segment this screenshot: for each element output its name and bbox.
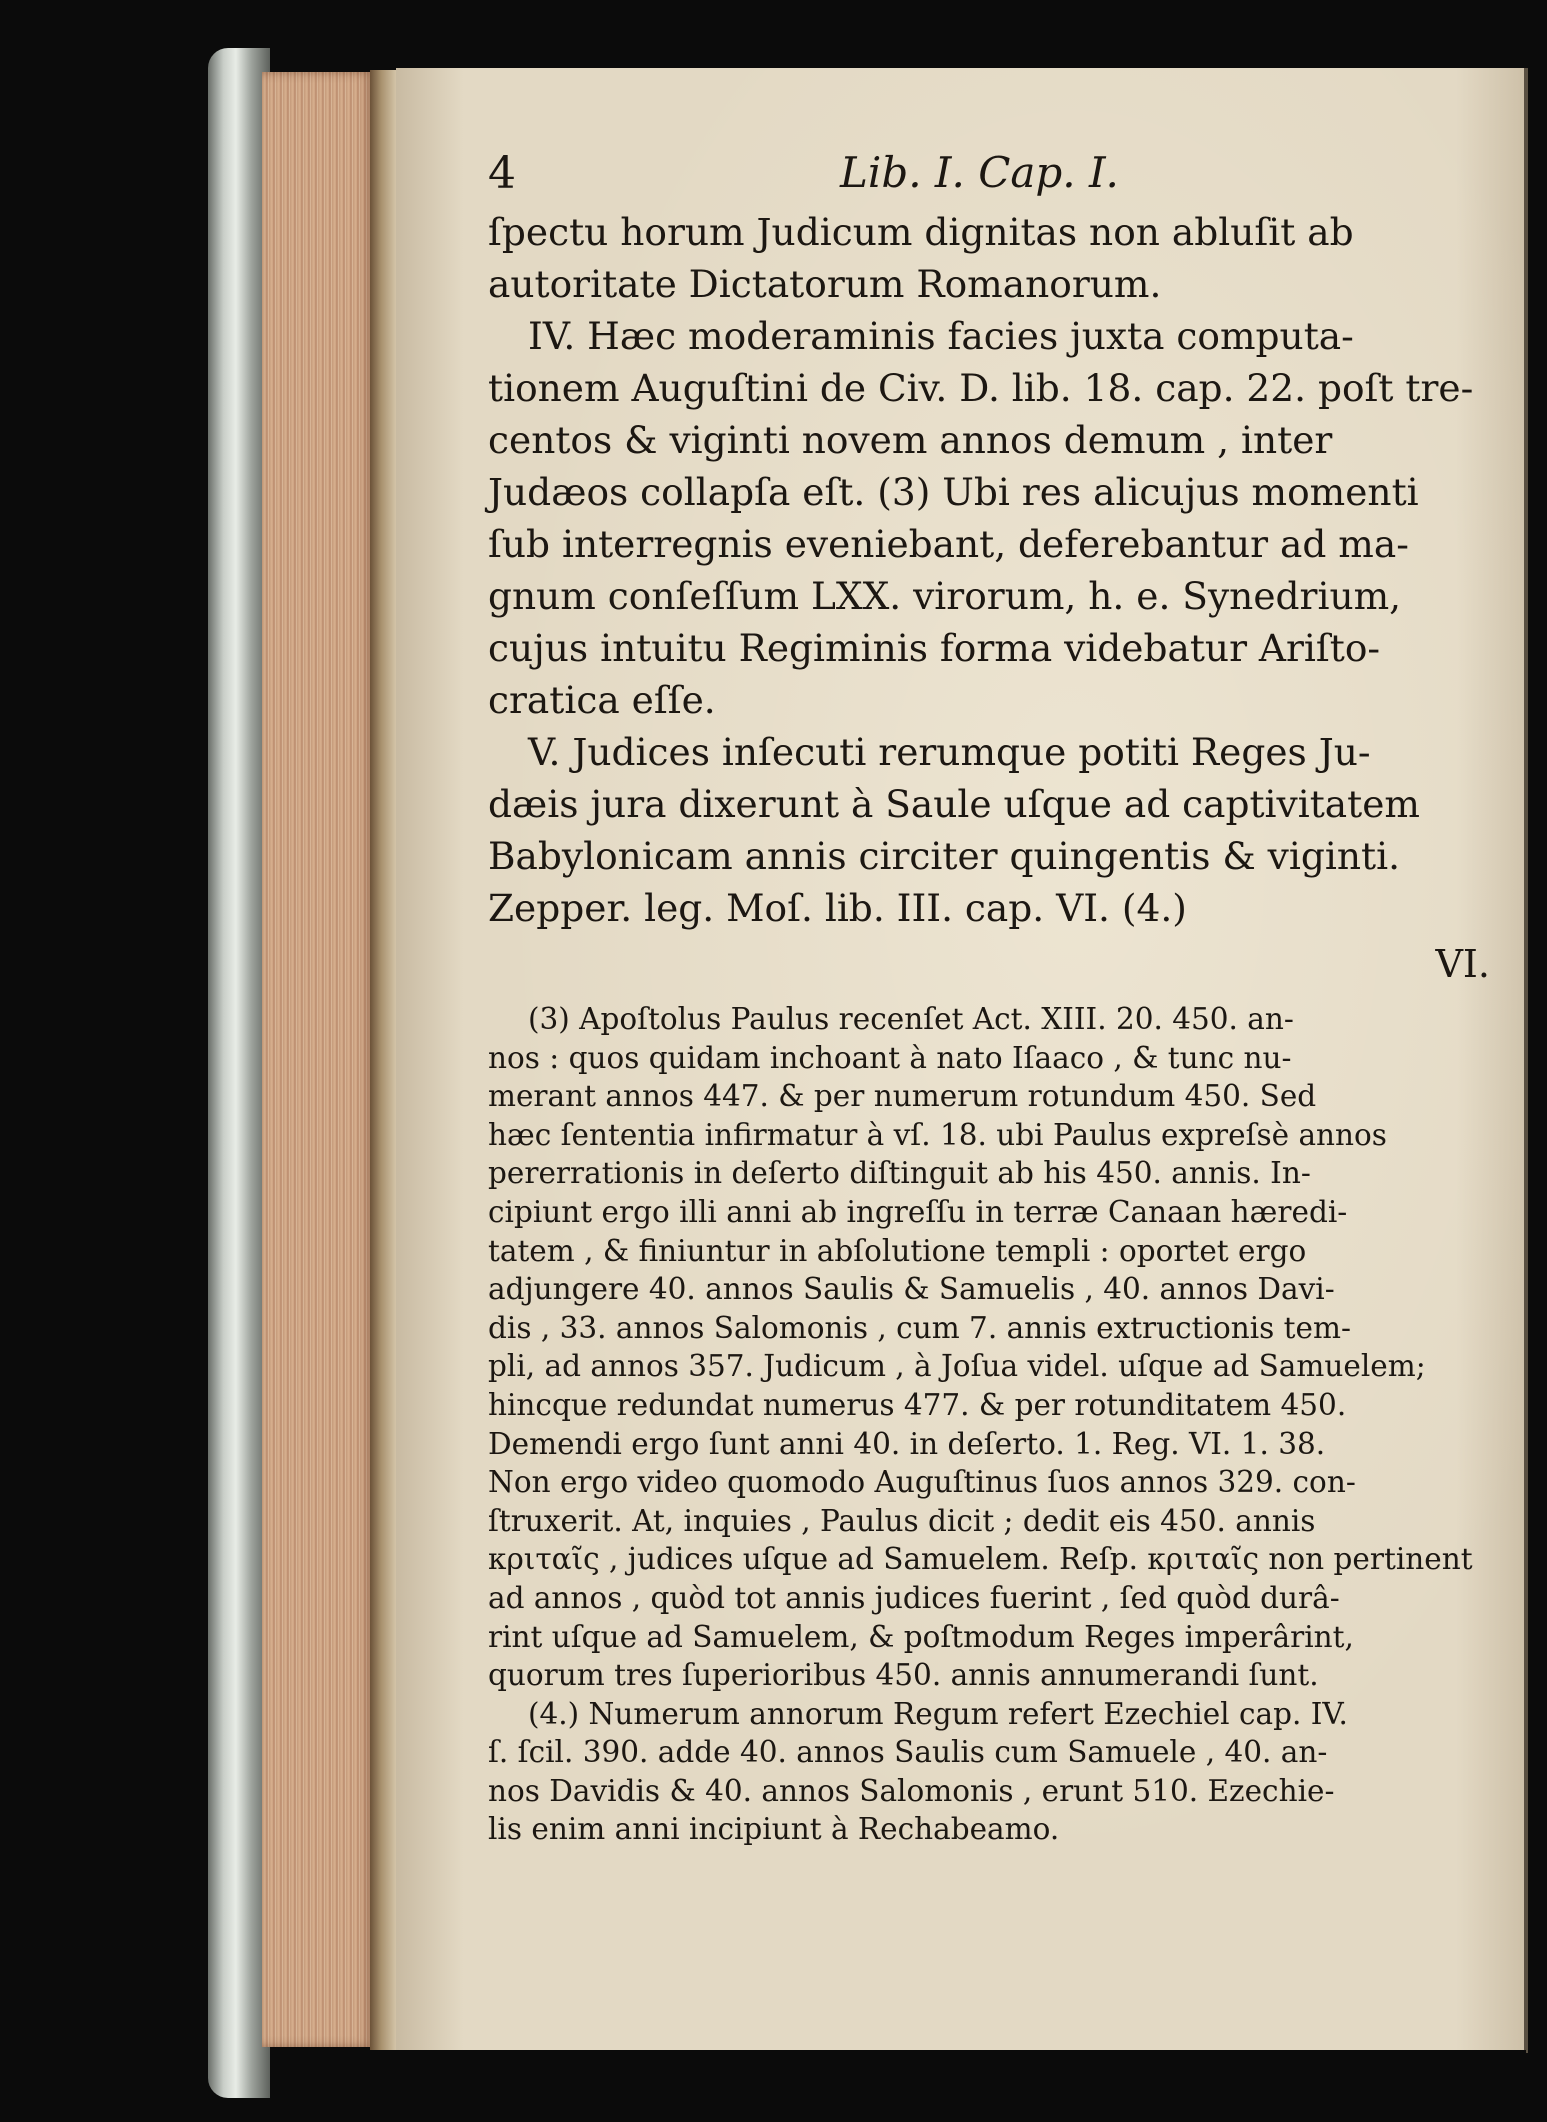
running-head (488, 148, 1498, 206)
footnote-line: κριταῖς , judices uſque ad Samuelem. Reſp. κριταῖς non pertinent (488, 1542, 1473, 1577)
page-text-block (488, 148, 1498, 1849)
footnote-line: lis enim anni incipiunt à Rechabeamo. (488, 1812, 1060, 1847)
footnote-line: rint uſque ad Samuelem, & poſtmodum Reges imperârint, (488, 1619, 1354, 1654)
text-line: centos & viginti novem annos demum , inter (488, 418, 1333, 462)
book-binding (208, 48, 270, 2098)
footnote-line: nos Davidis & 40. annos Salomonis , erunt 510. Ezechie- (488, 1773, 1335, 1808)
footnote-line: merant annos 447. & per numerum rotundum 450. Sed (488, 1079, 1317, 1114)
footnote-line: tatem , & finiuntur in abſolutione templi : oportet ergo (488, 1233, 1307, 1268)
scan-right-margin (1528, 0, 1547, 2122)
page-gutter (370, 70, 398, 2050)
text-line: autoritate Dictatorum Romanorum. (488, 262, 1162, 306)
footnote-line: dis , 33. annos Salomonis , cum 7. annis extructionis tem- (488, 1310, 1351, 1345)
footnote-line: adjungere 40. annos Saulis & Samuelis , 40. annos Davi- (488, 1272, 1335, 1307)
footnote-line: ſ. ſcil. 390. adde 40. annos Saulis cum Samuele , 40. an- (488, 1735, 1328, 1770)
text-line: ſpectu horum Judicum dignitas non abluſit ab (488, 210, 1354, 254)
main-text (488, 206, 1498, 934)
running-title: Lib. I. Cap. I. (840, 148, 1119, 197)
scan-bottom-margin (396, 2050, 1526, 2122)
footnote-line: quorum tres ſuperioribus 450. annis annumerandi ſunt. (488, 1658, 1319, 1693)
page-number: 4 (488, 148, 516, 199)
catchword: VI. (1435, 942, 1490, 986)
footnote-line: hæc ſententia infirmatur à vſ. 18. ubi Paulus expreſsè annos (488, 1117, 1387, 1152)
page-edges (262, 72, 374, 2047)
text-line: IV. Hæc moderaminis facies juxta computa- (528, 314, 1354, 358)
footnote-line: pli, ad annos 357. Judicum , à Joſua videl. uſque ad Samuelem; (488, 1349, 1426, 1384)
footnote-line: cipiunt ergo illi anni ab ingreſſu in terræ Canaan hæredi- (488, 1194, 1348, 1229)
text-line: cratica eſſe. (488, 678, 716, 722)
footnote-line: (3) Apoſtolus Paulus recenſet Act. XIII. 20. 450. an- (528, 1002, 1294, 1036)
footnote-line: ad annos , quòd tot annis judices fuerint , ſed quòd durâ- (488, 1580, 1340, 1615)
text-line: tionem Auguſtini de Civ. D. lib. 18. cap. 22. poſt tre- (488, 366, 1474, 410)
book-page (396, 68, 1528, 2053)
text-line: cujus intuitu Regiminis forma videbatur Ariſto- (488, 626, 1381, 670)
footnote-line: Non ergo video quomodo Auguſtinus ſuos annos 329. con- (488, 1465, 1356, 1500)
text-line: V. Judices inſecuti rerumque potiti Reges Ju- (528, 730, 1371, 774)
text-line: Zepper. leg. Moſ. lib. III. cap. VI. (4.) (488, 886, 1187, 930)
footnote-line: hincque redundat numerus 477. & per rotunditatem 450. (488, 1387, 1347, 1422)
text-line: dæis jura dixerunt à Saule uſque ad captivitatem (488, 782, 1420, 826)
text-line: ſub interregnis eveniebant, deferebantur ad ma- (488, 522, 1409, 566)
text-line: Babylonicam annis circiter quingentis & viginti. (488, 834, 1400, 878)
footnote-line: nos : quos quidam inchoant à nato Iſaaco , & tunc nu- (488, 1040, 1292, 1075)
footnote-line: Demendi ergo ſunt anni 40. in deſerto. 1. Reg. VI. 1. 38. (488, 1426, 1326, 1461)
text-line: Judæos collapſa eſt. (3) Ubi res alicujus momenti (488, 470, 1419, 514)
footnote-line: ſtruxerit. At, inquies , Paulus dicit ; dedit eis 450. annis (488, 1503, 1316, 1538)
text-line: gnum conſeſſum LXX. virorum, h. e. Synedrium, (488, 574, 1402, 618)
footnote-line: pererrationis in deſerto diſtinguit ab his 450. annis. In- (488, 1156, 1311, 1191)
footnotes (488, 1000, 1498, 1849)
footnote-line: (4.) Numerum annorum Regum refert Ezechiel cap. IV. (528, 1696, 1348, 1731)
